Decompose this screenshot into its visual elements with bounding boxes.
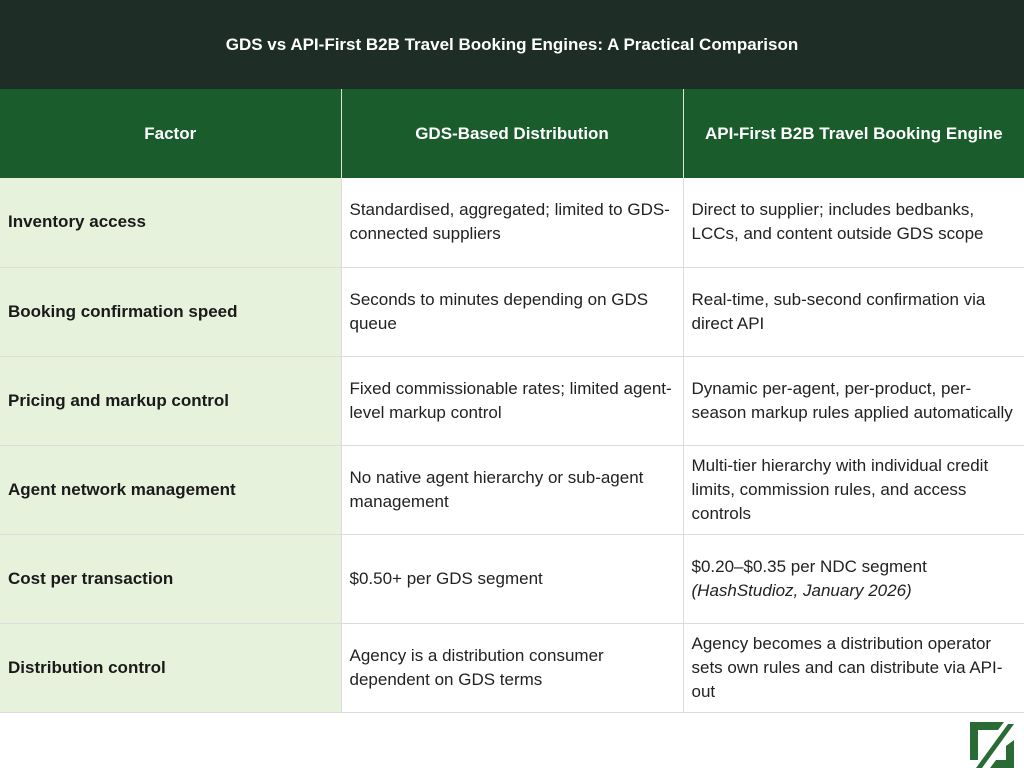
table-row [0, 356, 1024, 445]
table-row [0, 178, 1024, 267]
api-cell: Real-time, sub-second confirmation via direct API [683, 267, 1024, 356]
factor-cell: Distribution control [0, 623, 341, 712]
gds-cell: No native agent hierarchy or sub-agent management [341, 445, 683, 534]
column-header-gds: GDS-Based Distribution [341, 89, 683, 178]
factor-cell: Inventory access [0, 178, 341, 267]
table-row [0, 534, 1024, 623]
api-cell: Agency becomes a distribution operator sets own rules and can distribute via API-out [683, 623, 1024, 712]
factor-cell: Cost per transaction [0, 534, 341, 623]
table-header-row [0, 89, 1024, 178]
api-cell: Direct to supplier; includes bedbanks, LCCs, and content outside GDS scope [683, 178, 1024, 267]
table-row [0, 267, 1024, 356]
factor-cell: Agent network management [0, 445, 341, 534]
table-row [0, 445, 1024, 534]
api-cell-text: $0.20–$0.35 per NDC segment [691, 556, 927, 576]
page-title: GDS vs API-First B2B Travel Booking Engines: A Practical Comparison [0, 0, 1024, 89]
column-header-api: API-First B2B Travel Booking Engine [683, 89, 1024, 178]
api-cell: Multi-tier hierarchy with individual credit limits, commission rules, and access controls [683, 445, 1024, 534]
source-note: (HashStudioz, January 2026) [691, 580, 912, 600]
table-row [0, 623, 1024, 712]
gds-cell: Seconds to minutes depending on GDS queue [341, 267, 683, 356]
factor-cell: Pricing and markup control [0, 356, 341, 445]
hashstudioz-logo-icon [968, 720, 1016, 768]
gds-cell: Fixed commissionable rates; limited agent-level markup control [341, 356, 683, 445]
gds-cell: $0.50+ per GDS segment [341, 534, 683, 623]
column-header-factor: Factor [0, 89, 341, 178]
gds-cell: Agency is a distribution consumer dependent on GDS terms [341, 623, 683, 712]
gds-cell: Standardised, aggregated; limited to GDS-connected suppliers [341, 178, 683, 267]
api-cell: Dynamic per-agent, per-product, per-season markup rules applied automatically [683, 356, 1024, 445]
api-cell [683, 534, 1024, 623]
factor-cell: Booking confirmation speed [0, 267, 341, 356]
comparison-table [0, 89, 1024, 713]
